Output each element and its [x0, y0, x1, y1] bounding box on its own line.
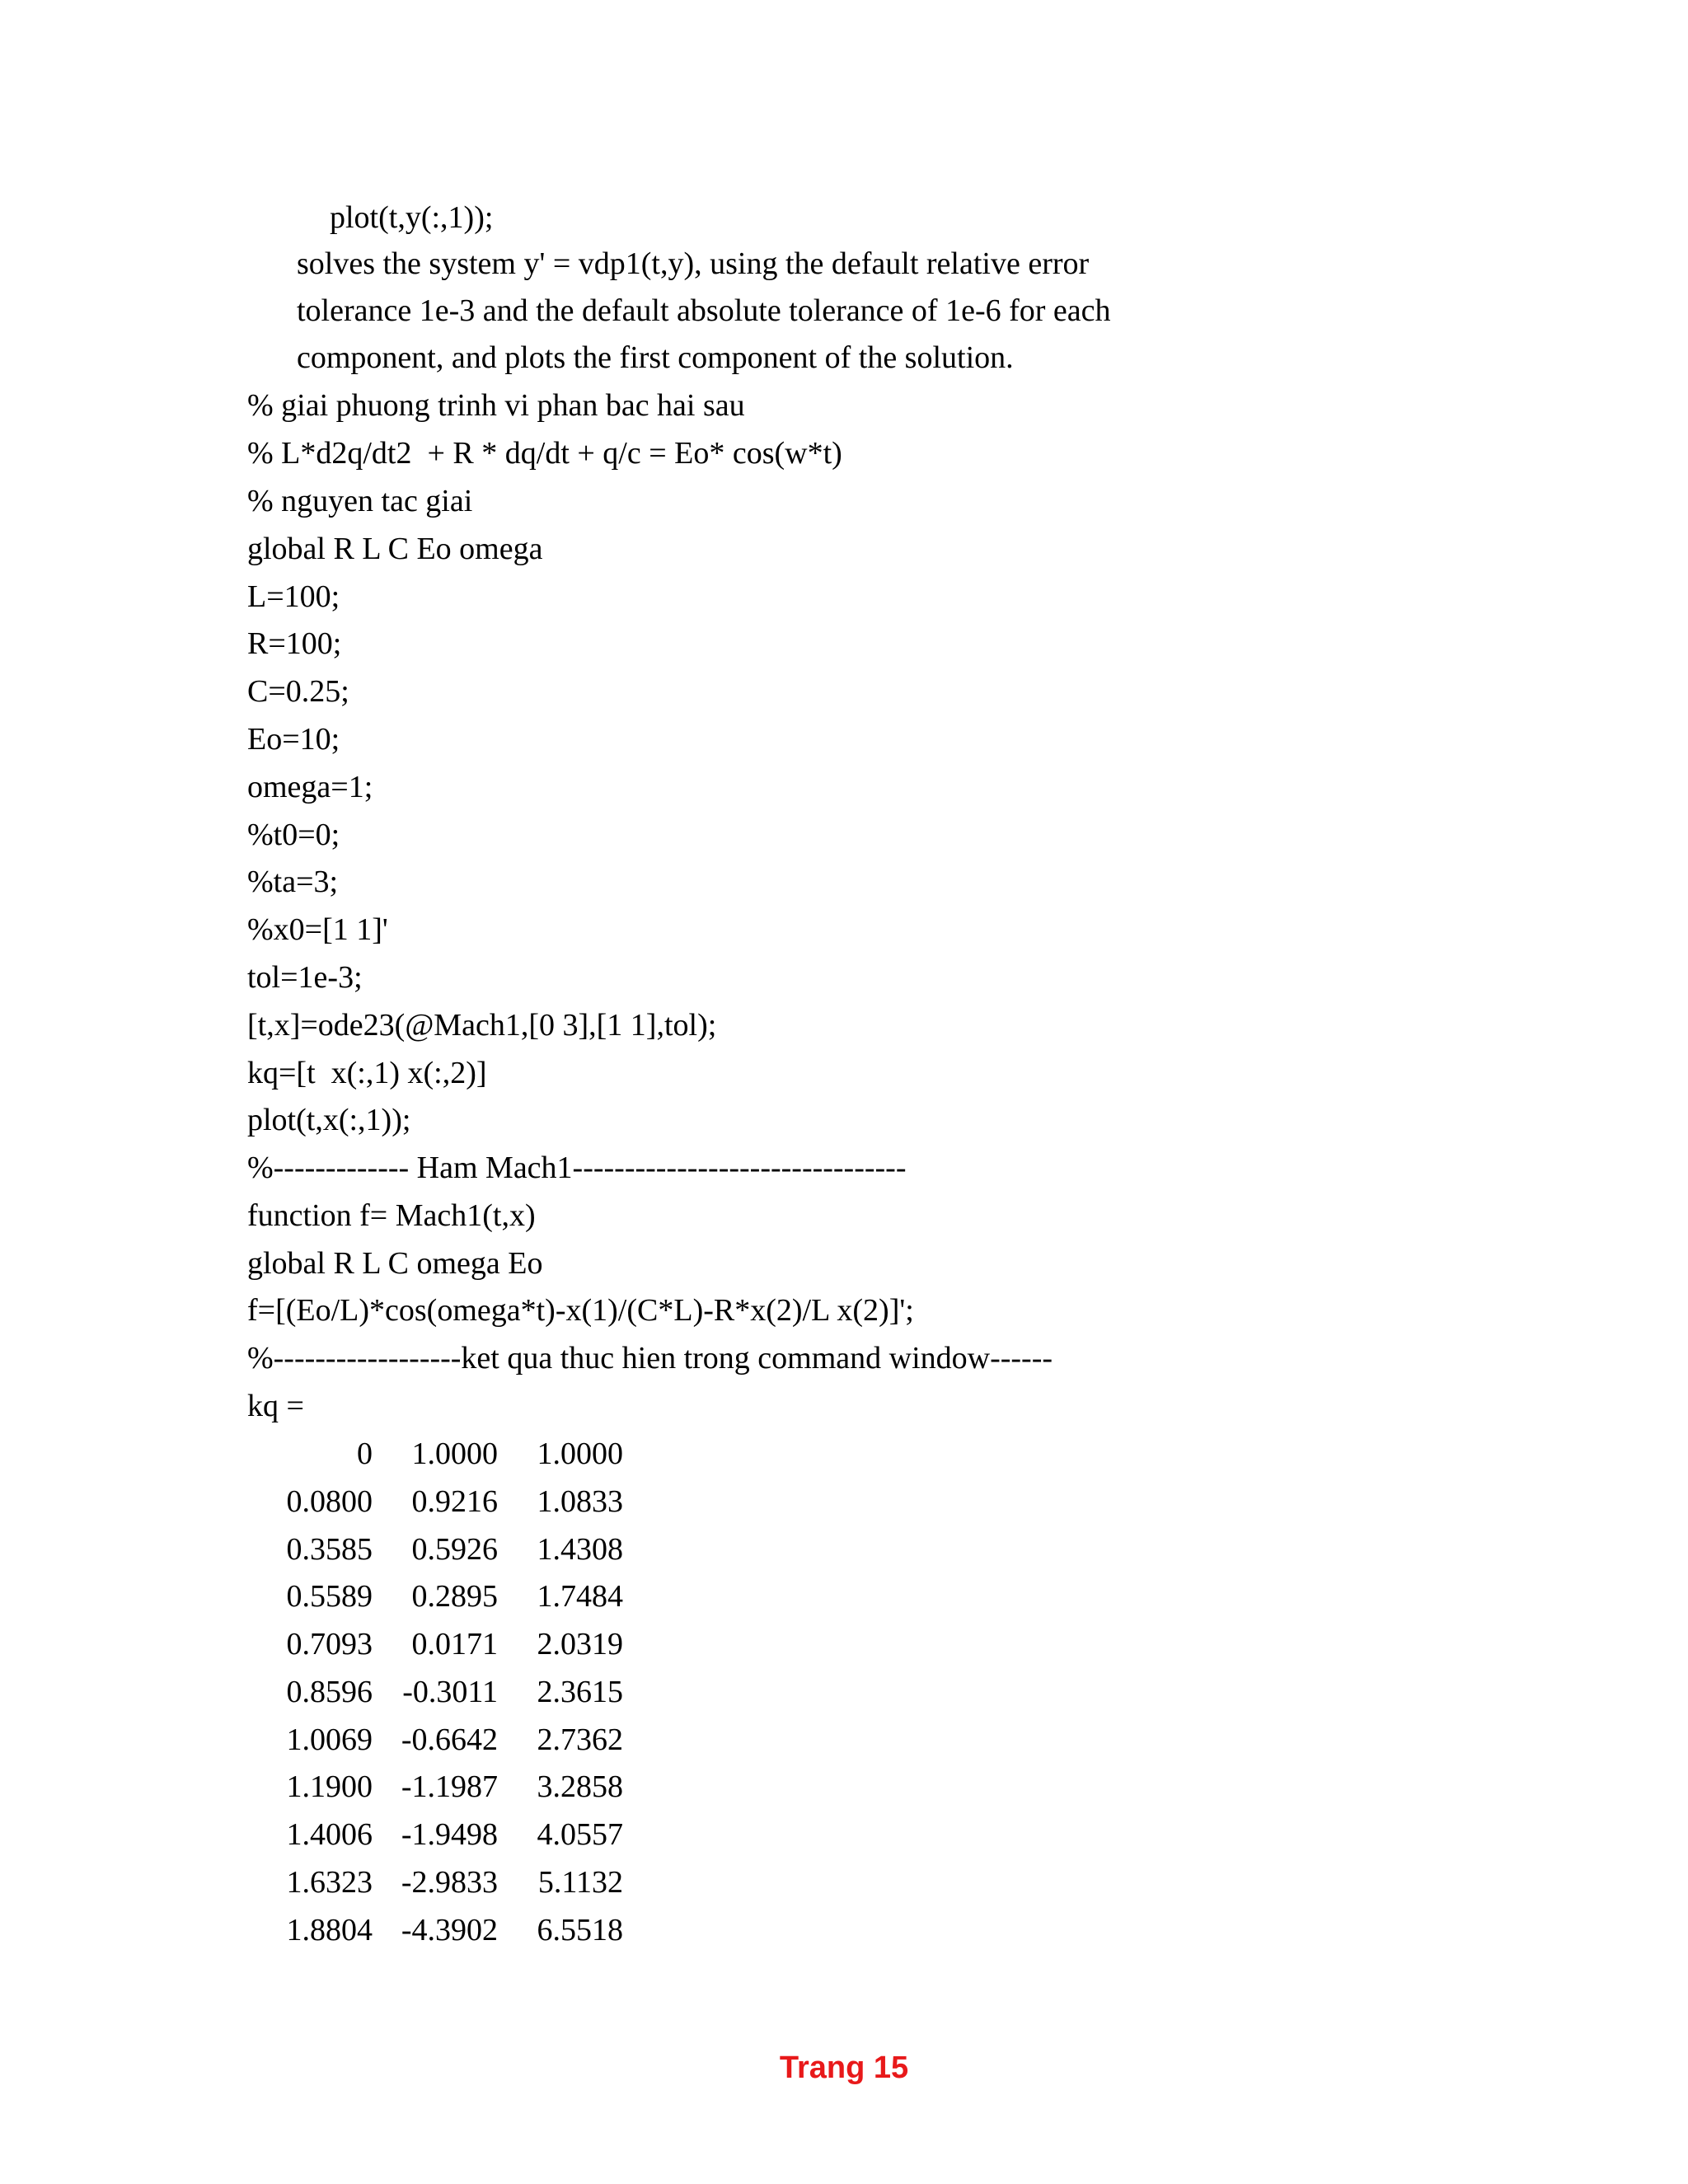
table-cell: 1.0833 [537, 1484, 623, 1519]
code-line: global R L C Eo omega [247, 532, 543, 566]
table-cell: 1.6323 [286, 1865, 373, 1900]
table-cell: 0.7093 [286, 1627, 373, 1661]
table-row [247, 1482, 742, 1521]
table-cell: 2.3615 [537, 1675, 623, 1709]
table-cell: 6.5518 [537, 1913, 623, 1947]
code-line: Eo=10; [247, 722, 340, 757]
help-text-line: solves the system y' = vdp1(t,y), using the default relative error [297, 246, 1090, 281]
table-row [247, 1767, 742, 1807]
code-comment-line: %x0=[1 1]' [247, 912, 388, 947]
table-cell: 1.4308 [537, 1532, 623, 1567]
help-text-line: component, and plots the first component of the solution. [297, 340, 1014, 375]
table-cell: 0.0800 [286, 1484, 373, 1519]
code-separator-line: %------------------ket qua thuc hien trong command window------ [247, 1341, 1053, 1376]
table-row [247, 1434, 742, 1474]
table-cell: 0.5926 [411, 1532, 498, 1567]
table-row [247, 1863, 742, 1902]
table-cell: 1.7484 [537, 1579, 623, 1614]
table-cell: 5.1132 [537, 1865, 623, 1900]
code-line: tol=1e-3; [247, 960, 363, 995]
code-line: f=[(Eo/L)*cos(omega*t)-x(1)/(C*L)-R*x(2)/L x(2)]'; [247, 1293, 914, 1328]
table-row [247, 1624, 742, 1664]
code-line: L=100; [247, 579, 340, 614]
table-row [247, 1815, 742, 1854]
table-cell: 2.7362 [537, 1722, 623, 1757]
code-line: [t,x]=ode23(@Mach1,[0 3],[1 1],tol); [247, 1008, 717, 1043]
table-cell: 0 [357, 1436, 373, 1471]
code-line: C=0.25; [247, 674, 349, 709]
table-cell: 4.0557 [537, 1817, 623, 1852]
output-variable-line: kq = [247, 1389, 304, 1423]
code-comment-line: % nguyen tac giai [247, 484, 473, 518]
code-separator-line: %------------- Ham Mach1-------------------------------- [247, 1151, 907, 1185]
table-cell: 0.2895 [411, 1579, 498, 1614]
code-line: kq=[t x(:,1) x(:,2)] [247, 1056, 487, 1090]
code-line: omega=1; [247, 770, 373, 804]
help-code-line: plot(t,y(:,1)); [330, 200, 494, 235]
code-line: plot(t,x(:,1)); [247, 1103, 411, 1137]
table-row [247, 1910, 742, 1950]
help-text-line: tolerance 1e-3 and the default absolute tolerance of 1e-6 for each [297, 293, 1111, 328]
table-cell: 1.1900 [286, 1769, 373, 1804]
table-cell: -2.9833 [401, 1865, 498, 1900]
table-cell: 0.5589 [286, 1579, 373, 1614]
code-line: global R L C omega Eo [247, 1246, 543, 1281]
table-cell: 1.0000 [537, 1436, 623, 1471]
table-cell: 1.4006 [286, 1817, 373, 1852]
code-comment-line: % L*d2q/dt2 + R * dq/dt + q/c = Eo* cos(w*t) [247, 436, 842, 471]
table-cell: 0.0171 [411, 1627, 498, 1661]
table-cell: -1.1987 [401, 1769, 498, 1804]
code-comment-line: %ta=3; [247, 865, 339, 899]
page-number-footer: Trang 15 [779, 2050, 909, 2085]
table-cell: 0.8596 [286, 1675, 373, 1709]
table-cell: 1.0000 [411, 1436, 498, 1471]
table-cell: 1.8804 [286, 1913, 373, 1947]
table-row [247, 1672, 742, 1712]
code-comment-line: % giai phuong trinh vi phan bac hai sau [247, 388, 745, 423]
table-cell: 0.9216 [411, 1484, 498, 1519]
table-cell: 3.2858 [537, 1769, 623, 1804]
table-row [247, 1577, 742, 1616]
table-cell: 2.0319 [537, 1627, 623, 1661]
code-line: function f= Mach1(t,x) [247, 1198, 536, 1233]
table-cell: -0.6642 [401, 1722, 498, 1757]
code-comment-line: %t0=0; [247, 818, 340, 852]
table-row [247, 1530, 742, 1569]
table-cell: -0.3011 [402, 1675, 498, 1709]
table-row [247, 1720, 742, 1760]
table-cell: 0.3585 [286, 1532, 373, 1567]
table-cell: -4.3902 [401, 1913, 498, 1947]
table-cell: 1.0069 [286, 1722, 373, 1757]
table-cell: -1.9498 [401, 1817, 498, 1852]
code-line: R=100; [247, 626, 342, 661]
